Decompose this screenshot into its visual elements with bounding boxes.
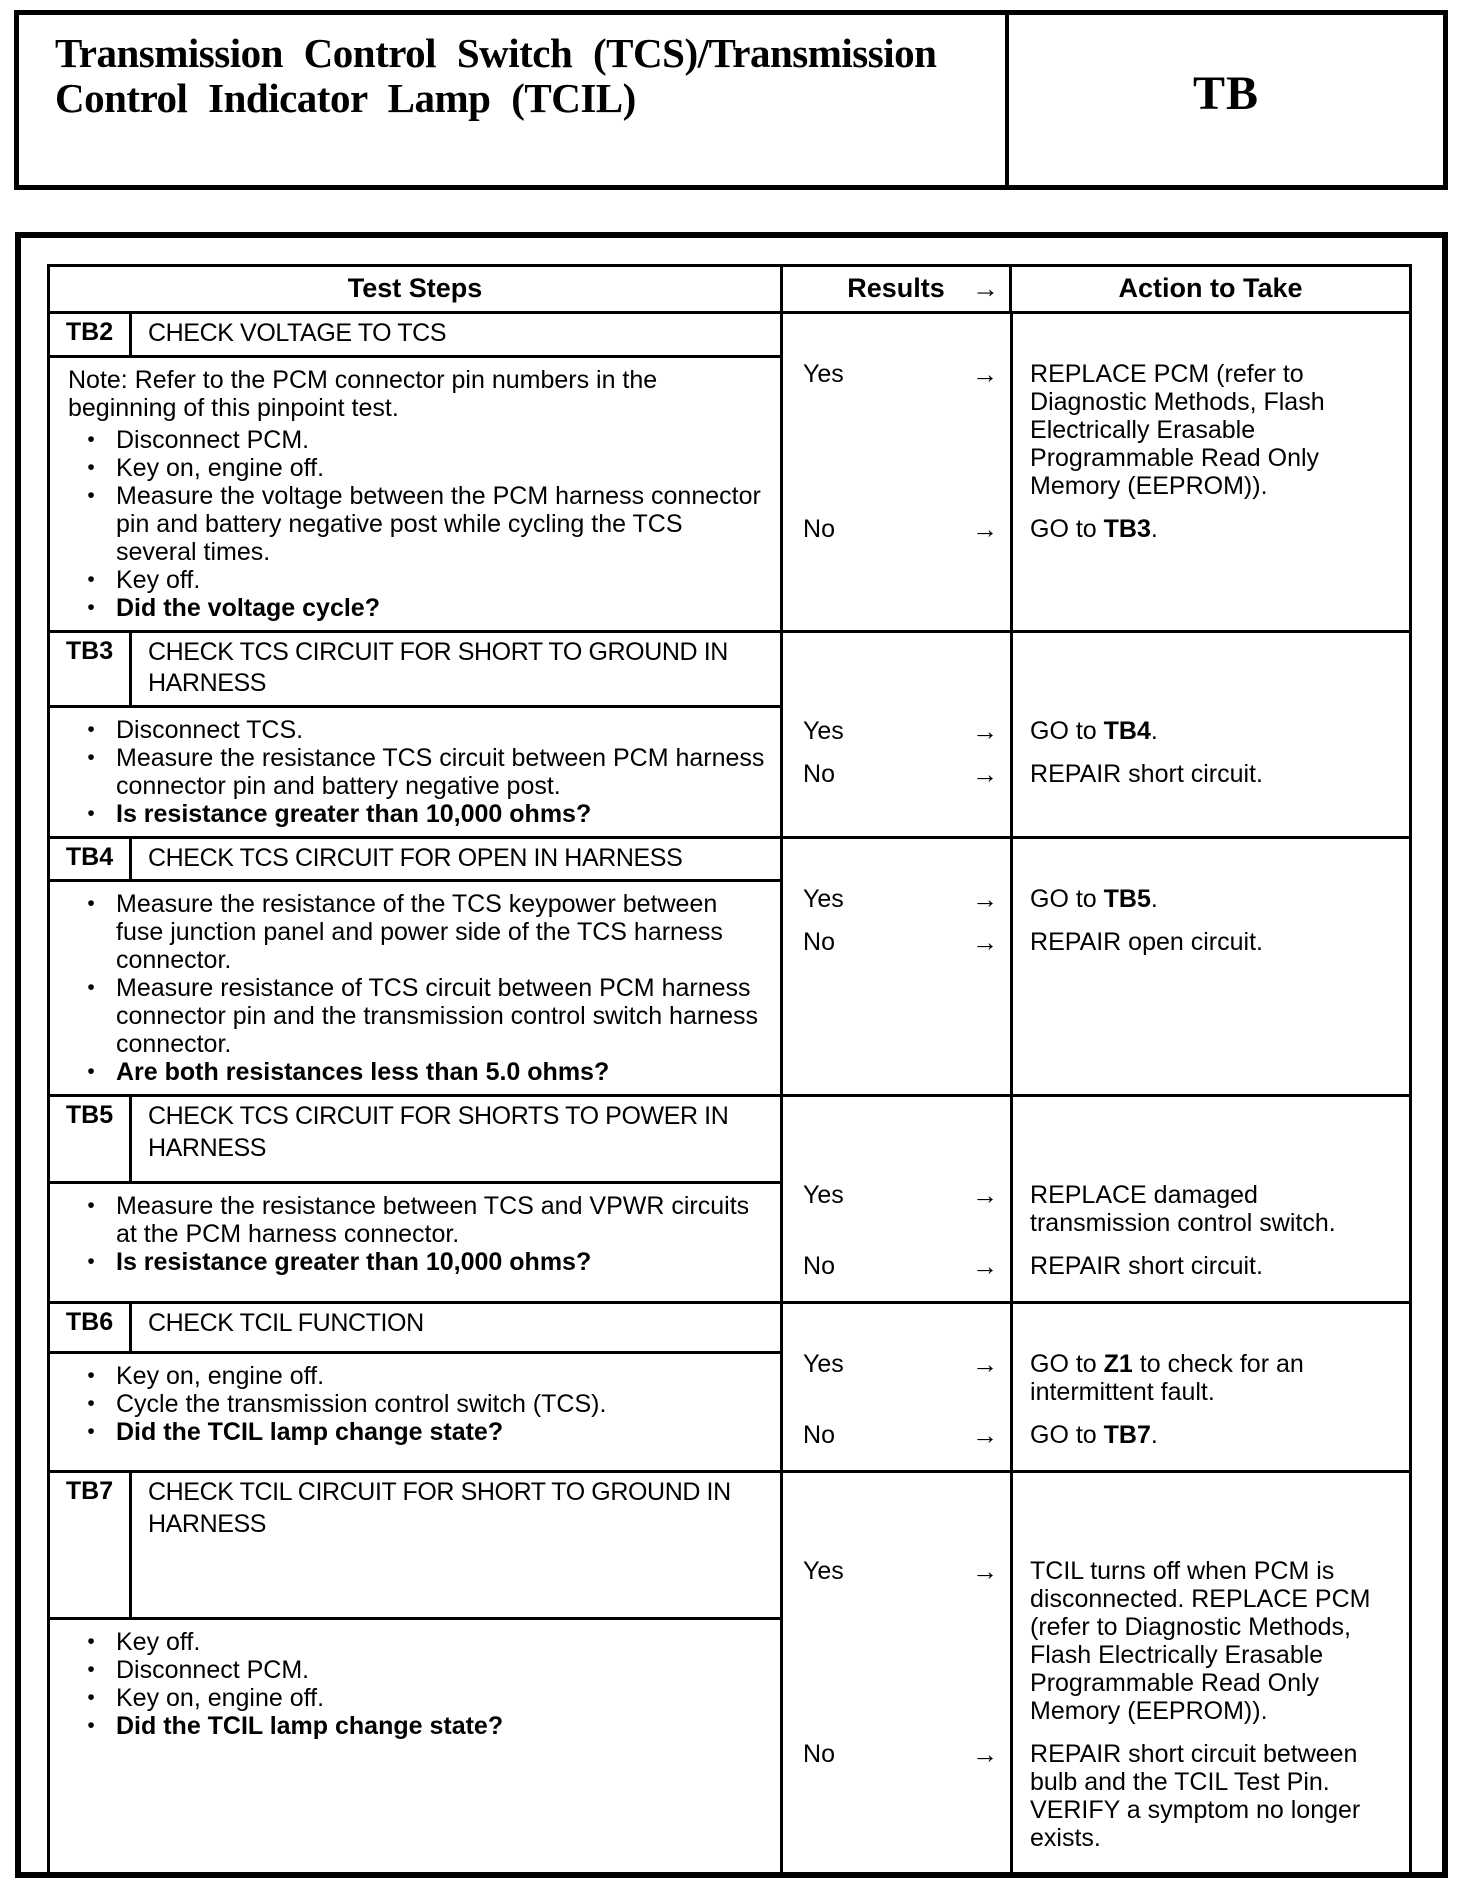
bullet-item [66, 1628, 770, 1656]
result-cell [783, 360, 1010, 500]
bullet-item [66, 426, 770, 454]
step-title: CHECK TCIL CIRCUIT FOR SHORT TO GROUND IN HARNESS [131, 1472, 782, 1619]
step-id-label: TB5 [49, 1096, 131, 1183]
right-arrow-icon: → [972, 1251, 999, 1281]
bullet-item [66, 974, 770, 1058]
result-label: Yes [803, 1350, 844, 1378]
results-action-divider [1010, 837, 1013, 1097]
result-action-row [783, 928, 1409, 956]
bullet-dot-icon: • [87, 976, 95, 999]
table-frame [15, 232, 1448, 1878]
step-content [49, 881, 782, 1096]
results-action-cell [782, 837, 1411, 1096]
bullet-dot-icon: • [87, 1392, 95, 1416]
right-arrow-icon: → [972, 1420, 999, 1450]
results-action-inner [783, 314, 1409, 564]
action-text [1010, 717, 1409, 745]
bullet-dot-icon: • [87, 483, 95, 507]
bullet-dot-icon: • [87, 427, 95, 451]
right-arrow-icon: → [972, 1349, 999, 1379]
step-id-label: TB6 [49, 1303, 131, 1353]
doc-code: TB [1192, 66, 1260, 120]
bullet-dot-icon: • [87, 455, 95, 479]
bullet-dot-icon: • [87, 1364, 95, 1388]
result-label: Yes [803, 1557, 844, 1585]
bullet-text: Key on, engine off. [116, 1362, 325, 1391]
bullet-dot-icon: • [87, 717, 95, 741]
bullet-text: Disconnect TCS. [116, 715, 304, 744]
bullet-item [66, 1418, 770, 1446]
action-text-segment: REPAIR short circuit. [1030, 759, 1263, 788]
results-action-divider [1010, 1302, 1013, 1472]
result-action-row [783, 1252, 1409, 1280]
right-arrow-icon: → [972, 1180, 999, 1210]
bullet-text: Did the TCIL lamp change state? [116, 1418, 504, 1447]
action-text-segment: TCIL turns off when PCM is disconnected. REPLACE PCM (refer to Diagnostic Methods, Flash Electrically Erasable Programmable Read Only Memory (EEPROM)). [1030, 1557, 1371, 1725]
right-arrow-icon: → [972, 1739, 999, 1769]
action-text [1010, 1252, 1409, 1280]
result-cell [783, 885, 1010, 913]
bullet-item [66, 1712, 770, 1740]
step-id-label: TB2 [49, 313, 131, 357]
step-content [49, 706, 782, 837]
bullet-text: Measure the resistance between TCS and VPWR circuits at the PCM harness connector. [116, 1192, 750, 1249]
step-title-row [49, 1472, 1411, 1619]
result-label: No [803, 927, 835, 956]
result-cell [783, 1350, 1010, 1406]
bullet-text: Key off. [116, 565, 201, 594]
header-code-cell [1005, 15, 1443, 185]
action-text [1010, 1557, 1409, 1725]
action-text-segment: GO to [1030, 1421, 1104, 1449]
step-title-row [49, 1096, 1411, 1183]
result-action-row [783, 760, 1409, 788]
bullet-dot-icon: • [87, 745, 95, 769]
action-text-segment: GO to [1030, 1350, 1104, 1378]
right-arrow-icon: → [972, 883, 999, 914]
step-content [49, 1183, 782, 1303]
action-step-ref: TB7 [1103, 1421, 1151, 1449]
bullet-item [66, 800, 770, 828]
action-text-segment: to check for an intermittent fault. [1030, 1350, 1304, 1406]
step-id-label: TB3 [49, 631, 131, 706]
bullet-item [66, 1684, 770, 1712]
result-action-row [783, 1421, 1409, 1449]
header-title-cell [19, 15, 1005, 185]
bullet-text: Disconnect PCM. [116, 1655, 310, 1684]
result-cell [783, 1421, 1010, 1449]
bullet-dot-icon: • [87, 595, 95, 619]
bullet-text: Did the voltage cycle? [116, 593, 380, 622]
step-title-row [49, 1303, 1411, 1353]
bullet-item [66, 482, 770, 566]
bullet-dot-icon: • [87, 567, 95, 591]
result-cell [783, 1557, 1010, 1725]
bullet-dot-icon: • [87, 1713, 95, 1737]
result-action-row [783, 1181, 1409, 1237]
step-id-label: TB4 [49, 837, 131, 881]
result-label: No [803, 1252, 835, 1280]
step-title: CHECK TCS CIRCUIT FOR SHORT TO GROUND IN HARNESS [131, 631, 782, 706]
bullet-item [66, 890, 770, 974]
bullet-text: Key on, engine off. [116, 1683, 325, 1712]
step-title-row [49, 313, 1411, 357]
bullet-text: Are both resistances less than 5.0 ohms? [116, 1058, 610, 1086]
results-action-inner [783, 839, 1409, 977]
results-action-inner [783, 1473, 1409, 1873]
result-cell [783, 717, 1010, 745]
bullet-dot-icon: • [87, 1420, 95, 1444]
bullet-dot-icon: • [87, 1194, 95, 1218]
action-text-segment: GO to [1030, 884, 1104, 913]
bullet-text: Key off. [116, 1627, 201, 1656]
bullet-text: Did the TCIL lamp change state? [116, 1711, 504, 1740]
bullet-dot-icon: • [87, 1657, 95, 1681]
bullet-item [66, 1362, 770, 1390]
bullet-item [66, 1390, 770, 1418]
bullet-text: Measure resistance of TCS circuit between PCM harness connector pin and the transmission control switch harness connector. [116, 974, 758, 1058]
results-action-cell [782, 1303, 1411, 1472]
result-action-row [783, 1557, 1409, 1725]
bullet-text: Cycle the transmission control switch (TCS). [116, 1390, 607, 1419]
results-action-inner [783, 1304, 1409, 1470]
column-header-row [49, 266, 1411, 313]
results-action-cell [782, 1472, 1411, 1875]
step-content [49, 1618, 782, 1874]
action-text [1010, 515, 1409, 543]
action-text-segment: . [1150, 716, 1158, 745]
bullet-item [66, 1248, 770, 1276]
results-action-cell [782, 313, 1411, 632]
right-arrow-icon: → [972, 1556, 999, 1586]
result-cell [783, 515, 1010, 543]
action-text-segment: . [1150, 515, 1158, 543]
col-header-results [782, 266, 1011, 313]
results-action-inner [783, 1097, 1409, 1301]
step-title: CHECK TCS CIRCUIT FOR OPEN IN HARNESS [131, 837, 782, 881]
result-label: No [803, 1421, 835, 1449]
action-text-segment: REPLACE damaged transmission control switch. [1030, 1181, 1336, 1237]
bullet-dot-icon: • [87, 1060, 95, 1083]
result-action-row [783, 360, 1409, 500]
results-action-divider [1010, 631, 1013, 838]
action-text [1010, 1350, 1409, 1406]
results-action-cell [782, 631, 1411, 837]
step-content [49, 356, 782, 631]
bullet-text: Key on, engine off. [116, 453, 325, 482]
action-step-ref: TB3 [1103, 515, 1151, 543]
bullet-item [66, 1656, 770, 1684]
action-text [1010, 1181, 1409, 1237]
bullet-text: Measure the resistance TCS circuit between PCM harness connector pin and battery negative post. [116, 743, 765, 800]
result-label: No [803, 515, 835, 543]
action-text [1010, 1740, 1409, 1852]
result-label: Yes [803, 360, 844, 388]
result-cell [783, 760, 1010, 788]
result-action-row [783, 885, 1409, 913]
result-cell [783, 1252, 1010, 1280]
result-label: Yes [803, 716, 844, 745]
step-title: CHECK VOLTAGE TO TCS [131, 313, 782, 357]
action-text-segment: GO to [1030, 515, 1104, 543]
action-text-segment: REPAIR short circuit between bulb and the TCIL Test Pin. VERIFY a symptom no longer exists. [1030, 1740, 1361, 1852]
bullet-dot-icon: • [87, 1629, 95, 1653]
action-text-segment: REPAIR open circuit. [1030, 927, 1263, 956]
result-label: Yes [803, 884, 844, 913]
action-text-segment: . [1150, 884, 1158, 913]
right-arrow-icon: → [972, 359, 999, 389]
bullet-text: Is resistance greater than 10,000 ohms? [116, 1248, 592, 1277]
action-text [1010, 760, 1409, 788]
action-text-segment: REPAIR short circuit. [1030, 1252, 1263, 1280]
col-header-results-label: Results [847, 273, 945, 303]
step-title: CHECK TCS CIRCUIT FOR SHORTS TO POWER IN HARNESS [131, 1096, 782, 1183]
action-text-segment: . [1150, 1421, 1158, 1449]
result-action-row [783, 1350, 1409, 1406]
action-step-ref: TB4 [1103, 716, 1151, 745]
bullet-text: Is resistance greater than 10,000 ohms? [116, 799, 592, 828]
bullet-dot-icon: • [87, 1250, 95, 1274]
bullet-text: Measure the voltage between the PCM harness connector pin and battery negative post while cycling the TCS several times. [116, 481, 761, 566]
col-header-action: Action to Take [1011, 266, 1411, 313]
col-header-test-steps: Test Steps [49, 266, 782, 313]
bullet-item [66, 1058, 770, 1086]
result-cell [783, 928, 1010, 956]
step-title-row [49, 631, 1411, 706]
results-action-divider [1010, 312, 1013, 632]
result-label: No [803, 1740, 835, 1768]
bullet-dot-icon: • [87, 892, 95, 915]
result-label: No [803, 759, 835, 788]
step-content [49, 1353, 782, 1472]
bullet-dot-icon: • [87, 1685, 95, 1709]
right-arrow-icon: → [972, 715, 999, 746]
results-action-inner [783, 633, 1409, 809]
right-arrow-icon: → [972, 758, 999, 789]
action-text [1010, 928, 1409, 956]
bullet-text: Disconnect PCM. [116, 425, 310, 454]
action-text [1010, 360, 1409, 500]
result-label: Yes [803, 1181, 844, 1209]
action-text-segment: GO to [1030, 716, 1104, 745]
results-action-divider [1010, 1095, 1013, 1303]
bullet-item [66, 454, 770, 482]
action-text [1010, 1421, 1409, 1449]
bullet-item [66, 716, 770, 744]
bullet-item [66, 1192, 770, 1248]
step-title-row [49, 837, 1411, 881]
page-title: Transmission Control Switch (TCS)/Transmission Control Indicator Lamp (TCIL) [55, 30, 937, 122]
result-action-row [783, 515, 1409, 543]
step-title: CHECK TCIL FUNCTION [131, 1303, 782, 1353]
action-text [1010, 885, 1409, 913]
result-cell [783, 1740, 1010, 1852]
results-action-cell [782, 1096, 1411, 1303]
bullet-text: Measure the resistance of the TCS keypower between fuse junction panel and power side of the TCS harness connector. [116, 890, 723, 974]
header-box [14, 10, 1448, 190]
pinpoint-test-table [47, 264, 1412, 1876]
action-step-ref: TB5 [1103, 884, 1151, 913]
bullet-item [66, 744, 770, 800]
right-arrow-icon: → [972, 926, 999, 957]
bullet-item [66, 594, 770, 622]
right-arrow-icon: → [972, 273, 1000, 304]
action-text-segment: REPLACE PCM (refer to Diagnostic Methods, Flash Electrically Erasable Programmable Read Only Memory (EEPROM)). [1030, 360, 1325, 500]
step-id-label: TB7 [49, 1472, 131, 1619]
note-text: Note: Refer to the PCM connector pin numbers in the beginning of this pinpoint test. [68, 365, 658, 422]
bullet-dot-icon: • [87, 801, 95, 825]
bullet-item [66, 566, 770, 594]
right-arrow-icon: → [972, 514, 999, 544]
result-action-row [783, 1740, 1409, 1852]
result-action-row [783, 717, 1409, 745]
action-step-ref: Z1 [1103, 1350, 1133, 1378]
results-action-divider [1010, 1471, 1013, 1875]
result-cell [783, 1181, 1010, 1237]
table-body [49, 313, 1411, 1875]
